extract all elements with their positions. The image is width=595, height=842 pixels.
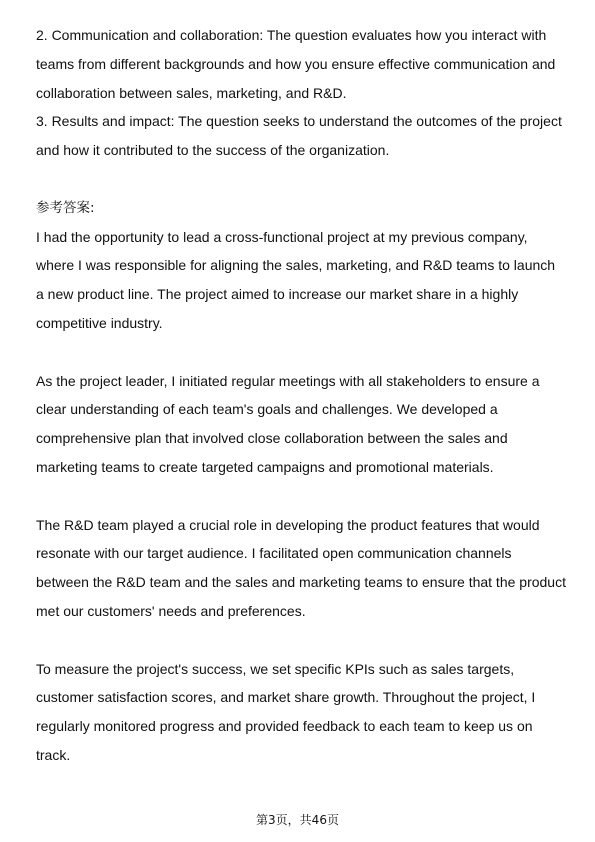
page-number-footer: 第3页，共46页 <box>256 813 339 827</box>
spacer <box>36 165 566 194</box>
point-results: 3. Results and impact: The question seeks to understand the outcomes of the project and how it contributed to the success of the organization. <box>36 113 562 159</box>
answer-paragraph-2: As the project leader, I initiated regular meetings with all stakeholders to ensure a clear understanding of each team's goals and challenges. We developed a comprehensive plan that involved close collaboration between the sales and marketing teams to create targeted campaigns and promotional materials. <box>36 372 540 475</box>
answer-paragraph-4: To measure the project's success, we set specific KPIs such as sales targets, customer satisfaction scores, and market share growth. Throughout the project, I regularly monitored progress and provided feedback to each team to keep us on track. <box>36 660 536 763</box>
point-communication: 2. Communication and collaboration: The question evaluates how you interact with teams from different backgrounds and how you ensure effective communication and collaboration between sales, marketing, and R&D. <box>36 27 556 101</box>
spacer <box>36 482 566 511</box>
spacer <box>36 338 566 367</box>
answer-label: 参考答案: <box>36 199 95 216</box>
answer-paragraph-1: I had the opportunity to lead a cross-functional project at my previous company, where I was responsible for aligning the sales, marketing, and R&D teams to launch a new product line. The project aimed to increase our market share in a highly competitive industry. <box>36 228 556 331</box>
answer-paragraph-3: The R&D team played a crucial role in developing the product features that would resonate with our target audience. I facilitated open communication channels between the R&D team and the sales and marketing teams to ensure that the product met our customers' needs and preferences. <box>36 516 566 619</box>
spacer <box>36 626 566 655</box>
page-content <box>36 21 566 770</box>
